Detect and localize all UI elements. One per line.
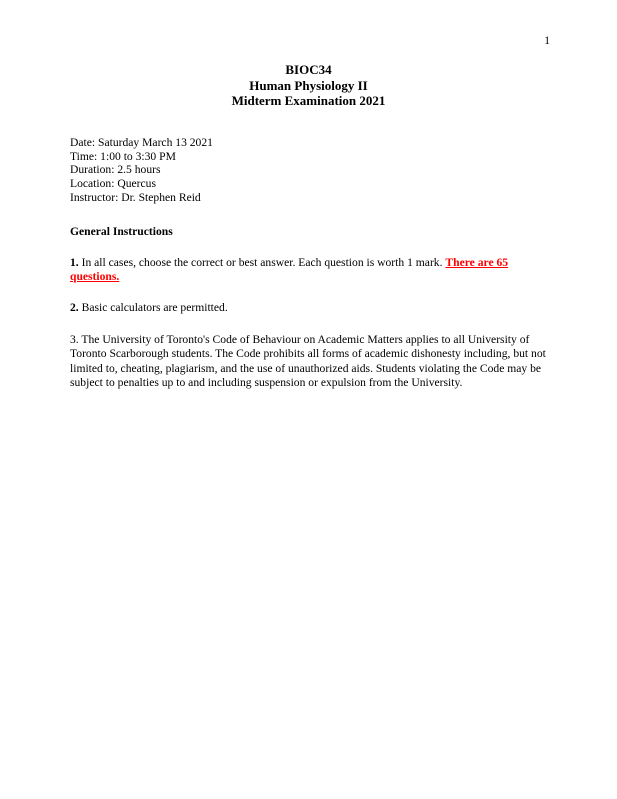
- title-course-name: Human Physiology II: [249, 77, 368, 93]
- title-exam-name: Midterm Examination 2021: [231, 93, 386, 109]
- instruction-item-1: [70, 256, 547, 285]
- general-instructions-heading: General Instructions: [70, 224, 173, 238]
- document-content: [70, 62, 547, 403]
- exam-details-block: [70, 136, 547, 205]
- instruction-item-2: [70, 301, 547, 315]
- instruction-2-number: 2.: [70, 301, 79, 315]
- document-title: [70, 62, 547, 109]
- instruction-item-3: [70, 333, 547, 391]
- instruction-3-number: 3.: [70, 332, 79, 346]
- instruction-3-text: The University of Toronto's Code of Behaviour on Academic Matters applies to all University of Toronto Scarborough students. The Code prohibits all forms of academic dishonesty including, but not limited to, cheating, plagiarism, and the use of unauthorized aids. Students violating the Code may be subject to penalties up to and including suspension or expulsion from the University.: [70, 332, 546, 390]
- instruction-1-emphasis: There are 65 questions.: [70, 255, 509, 284]
- exam-date: Date: Saturday March 13 2021: [70, 135, 213, 149]
- exam-instructor: Instructor: Dr. Stephen Reid: [70, 190, 201, 204]
- instruction-1-text: In all cases, choose the correct or best answer. Each question is worth 1 mark.: [78, 255, 446, 269]
- instruction-2-text: Basic calculators are permitted.: [78, 301, 228, 315]
- exam-time: Time: 1:00 to 3:30 PM: [70, 149, 176, 163]
- page-number: 1: [544, 35, 550, 47]
- exam-location: Location: Quercus: [70, 177, 156, 191]
- instruction-1-number: 1.: [70, 255, 79, 269]
- exam-duration: Duration: 2.5 hours: [70, 163, 161, 177]
- title-course-code: BIOC34: [285, 62, 332, 77]
